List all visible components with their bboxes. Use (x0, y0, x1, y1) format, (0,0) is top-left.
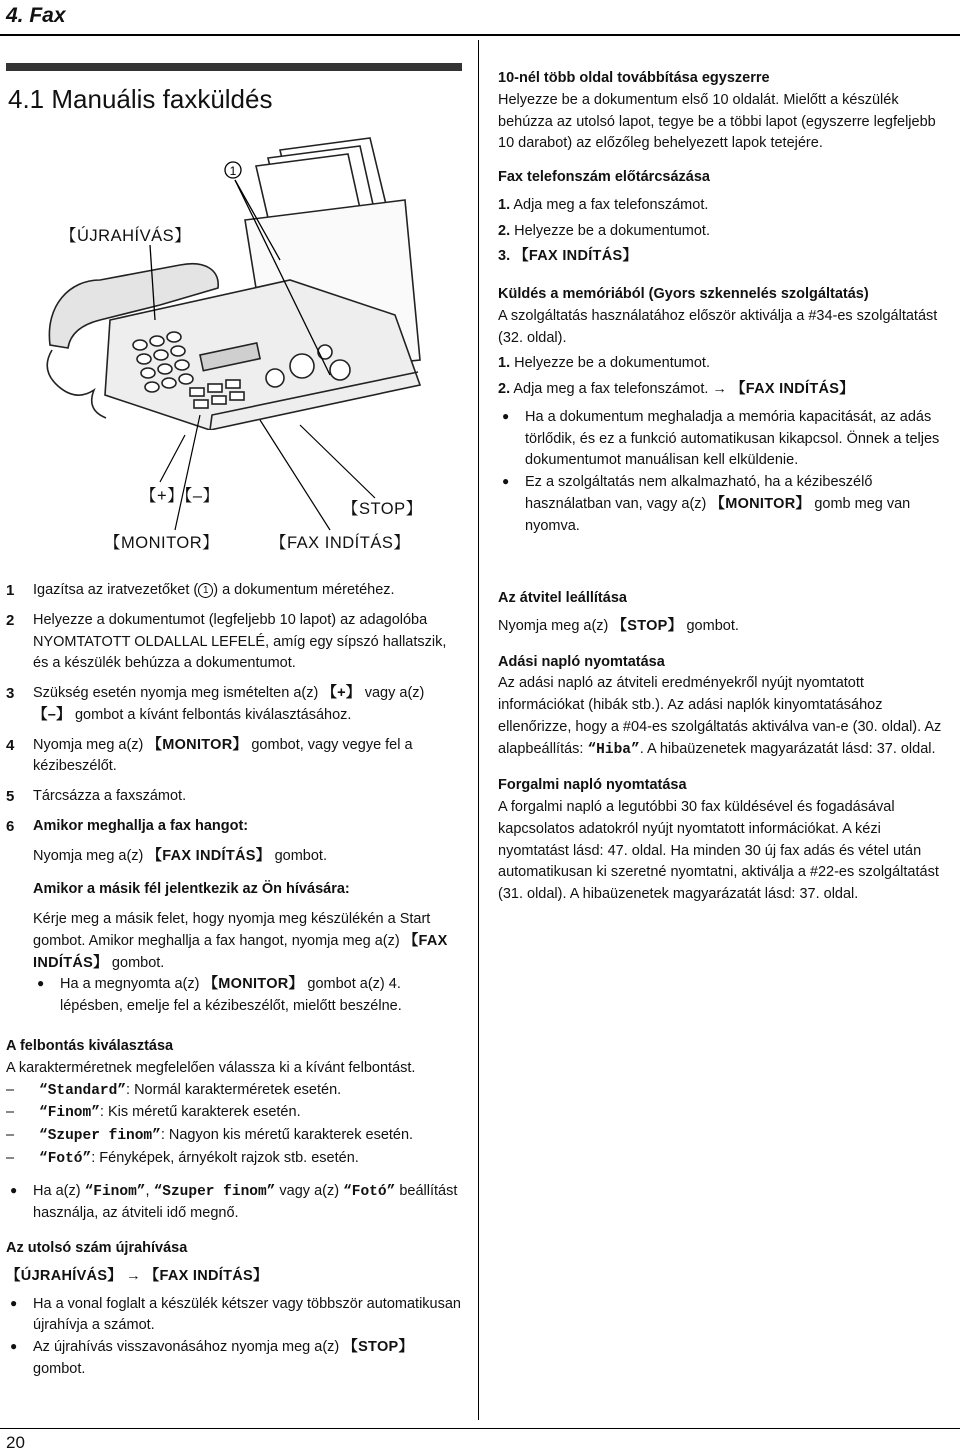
monitor-key: 【MONITOR】 (147, 736, 248, 753)
column-divider (478, 40, 479, 1420)
journal-report-heading: Forgalmi napló nyomtatása (498, 777, 687, 794)
chapter-title: 4. Fax (6, 4, 66, 27)
step-text: gombot. (107, 954, 165, 971)
step-number: 3 (6, 685, 15, 702)
stop-text: Nyomja meg a(z) 【STOP】 gombot. (498, 617, 739, 634)
fax-start-key-label: 【FAX INDÍTÁS】 (270, 534, 411, 552)
step-text: Helyezze a dokumentumot (legfeljebb 10 lapot) az adagolóba NYOMTATOTT OLDALLAL LEFELÉ, amíg egy sípszó hallatszik, és a készülék behúzza a dokumentumot. (33, 611, 447, 672)
resolution-item: – “Finom”: Kis méretű karakterek esetén. (6, 1102, 462, 1125)
callout-1-icon: 1 (198, 583, 213, 598)
plus-minus-key-label: 【+】【–】 (140, 487, 220, 505)
step-6 (6, 816, 462, 1018)
memory-note: ● Ha a dokumentum meghaladja a memória kapacitását, az adás törlődik, és ez a funkció automatikusan kikapcsol. Önnek a teljes dokumentumot manuálisan kell elküldenie. (498, 407, 950, 472)
fax-start-key: 【FAX INDÍTÁS】 (33, 932, 448, 971)
resolution-item: – “Fotó”: Fényképek, árnyékolt rajzok stb. esetén. (6, 1148, 462, 1171)
stop-key-label: 【STOP】 (342, 500, 423, 518)
step-text: gombot, vagy vegye fel a kézibeszélőt. (33, 736, 413, 775)
step-subheading: Amikor meghallja a fax hangot: (33, 817, 249, 834)
monitor-key-label: 【MONITOR】 (104, 534, 220, 552)
redial-note: ● Ha a vonal foglalt a készülék kétszer vagy többször automatikusan újrahívja a számot. (6, 1294, 462, 1338)
predial-step-2: 2. Helyezze be a dokumentumot. (498, 222, 710, 239)
step-3 (6, 683, 462, 727)
step-text: ) a dokumentum méretéhez. (213, 582, 395, 598)
step-subheading: Amikor a másik fél jelentkezik az Ön hívására: (33, 881, 350, 898)
step-text: Tárcsázza a faxszámot. (33, 788, 187, 804)
monitor-key: 【MONITOR】 (710, 495, 811, 512)
transmission-report-heading: Adási napló nyomtatása (498, 653, 665, 670)
memory-note: ● Ez a szolgáltatás nem alkalmazható, ha a kézibeszélő használatban van, vagy a(z) 【MONITOR】 gomb meg van nyomva. (498, 472, 950, 537)
right-column (498, 68, 950, 537)
step-4 (6, 735, 462, 779)
monitor-key: 【MONITOR】 (203, 976, 304, 993)
resolution-intro: A karakterméretnek megfelelően válassza ki a kívánt felbontást. (6, 1059, 416, 1076)
resolution-item: – “Szuper finom”: Nagyon kis méretű karakterek esetén. (6, 1125, 462, 1148)
step-text: Nyomja meg a(z) (33, 847, 148, 864)
arrow-icon: → (122, 1267, 145, 1284)
fax-start-key: 【FAX INDÍTÁS】 (147, 847, 271, 864)
page-number: 20 (6, 1433, 25, 1452)
plus-key: 【+】 (322, 685, 361, 701)
note-bullet: ● Ha a megnyomta a(z) 【MONITOR】 gombot a(z) 4. lépésben, emelje fel a kézibeszélőt, mielőtt beszélne. (33, 974, 462, 1018)
predial-step-3: 3. 【FAX INDÍTÁS】 (498, 248, 638, 265)
step-text: gombot a kívánt felbontás kiválasztásához. (70, 706, 352, 723)
transmission-report-text: Az adási napló az átviteli eredményekről nyújt nyomtatott információkat (hibák stb.). Az adási naplók kinyomtatásához ellenőrizze, hogy a #04-es szolgáltatás aktiválva van-e (30. oldal). Az alapbeállítás: “Hiba”. A hibaüzenetek magyarázatát lásd: 37. oldal. (498, 675, 942, 758)
stop-key: 【STOP】 (612, 617, 683, 634)
step-2 (6, 610, 462, 675)
step-text: vagy a(z) (360, 685, 425, 701)
step-text: gombot. (270, 847, 327, 864)
resolution-heading: A felbontás kiválasztása (6, 1038, 174, 1054)
step-5 (6, 786, 462, 808)
figure-callout-number: 1 (229, 164, 237, 178)
right-column-lower (498, 588, 950, 906)
section-title: 4.1 Manuális faxküldés (8, 84, 273, 114)
fax-start-key: 【FAX INDÍTÁS】 (144, 1267, 268, 1284)
step-number: 5 (6, 788, 15, 805)
footer-rule (0, 1428, 960, 1429)
resolution-section (6, 1036, 462, 1225)
memory-step-2: 2. Adja meg a fax telefonszámot. → 【FAX INDÍTÁS】 (498, 381, 855, 397)
redial-key: 【ÚJRAHÍVÁS】 (6, 1267, 123, 1284)
redial-section (6, 1238, 462, 1381)
step-number: 2 (6, 611, 15, 629)
step-text: Szükség esetén nyomja meg ismételten a(z) (33, 685, 323, 701)
redial-key-label: 【ÚJRAHÍVÁS】 (60, 227, 192, 245)
step-text: Igazítsa az iratvezetőket ( (33, 582, 199, 598)
resolution-item: – “Standard”: Normál karakterméretek esetén. (6, 1080, 462, 1103)
step-text: Nyomja meg a(z) (33, 736, 148, 753)
stop-key: 【STOP】 (343, 1339, 414, 1355)
memory-step-1: 1. Helyezze be a dokumentumot. (498, 355, 710, 372)
fax-start-key: 【FAX INDÍTÁS】 (730, 381, 855, 397)
step-number: 1 (6, 582, 15, 599)
steps-list (6, 580, 462, 1026)
label-leader-lines (0, 240, 478, 540)
step-1 (6, 580, 462, 602)
journal-report-text: A forgalmi napló a legutóbbi 30 fax küldésével és fogadásával kapcsolatos adatokról nyújt nyomtatott információkat. A kézi nyomtatást lásd: 47. oldal. Ha minden 30 új fax adás és vétel után automatikusan ki szeretné nyomtatni, aktiválja a #22-es szolgáltatást (31. oldal). A hibaüzenetek magyarázatát lásd: 37. oldal. (498, 799, 939, 902)
resolution-note: ● Ha a(z) “Finom”, “Szuper finom” vagy a(z) “Fotó” beállítást használja, az átviteli idő megnő. (6, 1181, 462, 1226)
predial-step-1: 1. Adja meg a fax telefonszámot. (498, 196, 709, 213)
header-rule (0, 34, 960, 36)
predial-heading: Fax telefonszám előtárcsázása (498, 169, 710, 185)
fax-start-key: 【FAX INDÍTÁS】 (514, 248, 638, 265)
memory-send-heading: Küldés a memóriából (Gyors szkennelés szolgáltatás) (498, 286, 869, 302)
stop-heading: Az átvitel leállítása (498, 590, 627, 606)
multi-page-text: Helyezze be a dokumentum első 10 oldalát. Mielőtt a készülék behúzza az utolsó lapot, tegye be a többi lapot (egyszerre legfeljebb 10 darabot) az előzőleg behelyezett lapok tetejére. (498, 91, 936, 152)
section-bar (6, 63, 462, 71)
multi-page-heading: 10-nél több oldal továbbítása egyszerre (498, 70, 770, 86)
step-number: 6 (6, 817, 15, 835)
step-number: 4 (6, 736, 15, 754)
memory-send-text: A szolgáltatás használatához először aktiválja a #34-es szolgáltatást (32. oldal). (498, 307, 938, 346)
redial-note: ● Az újrahívás visszavonásához nyomja meg a(z) 【STOP】 gombot. (6, 1337, 462, 1381)
arrow-icon: → (712, 381, 731, 397)
minus-key: 【–】 (33, 706, 71, 723)
step-text: Kérje meg a másik felet, hogy nyomja meg készülékén a Start gombot. Amikor meghallja a fax hangot, nyomja meg a(z) (33, 911, 431, 949)
redial-heading: Az utolsó szám újrahívása (6, 1240, 188, 1256)
